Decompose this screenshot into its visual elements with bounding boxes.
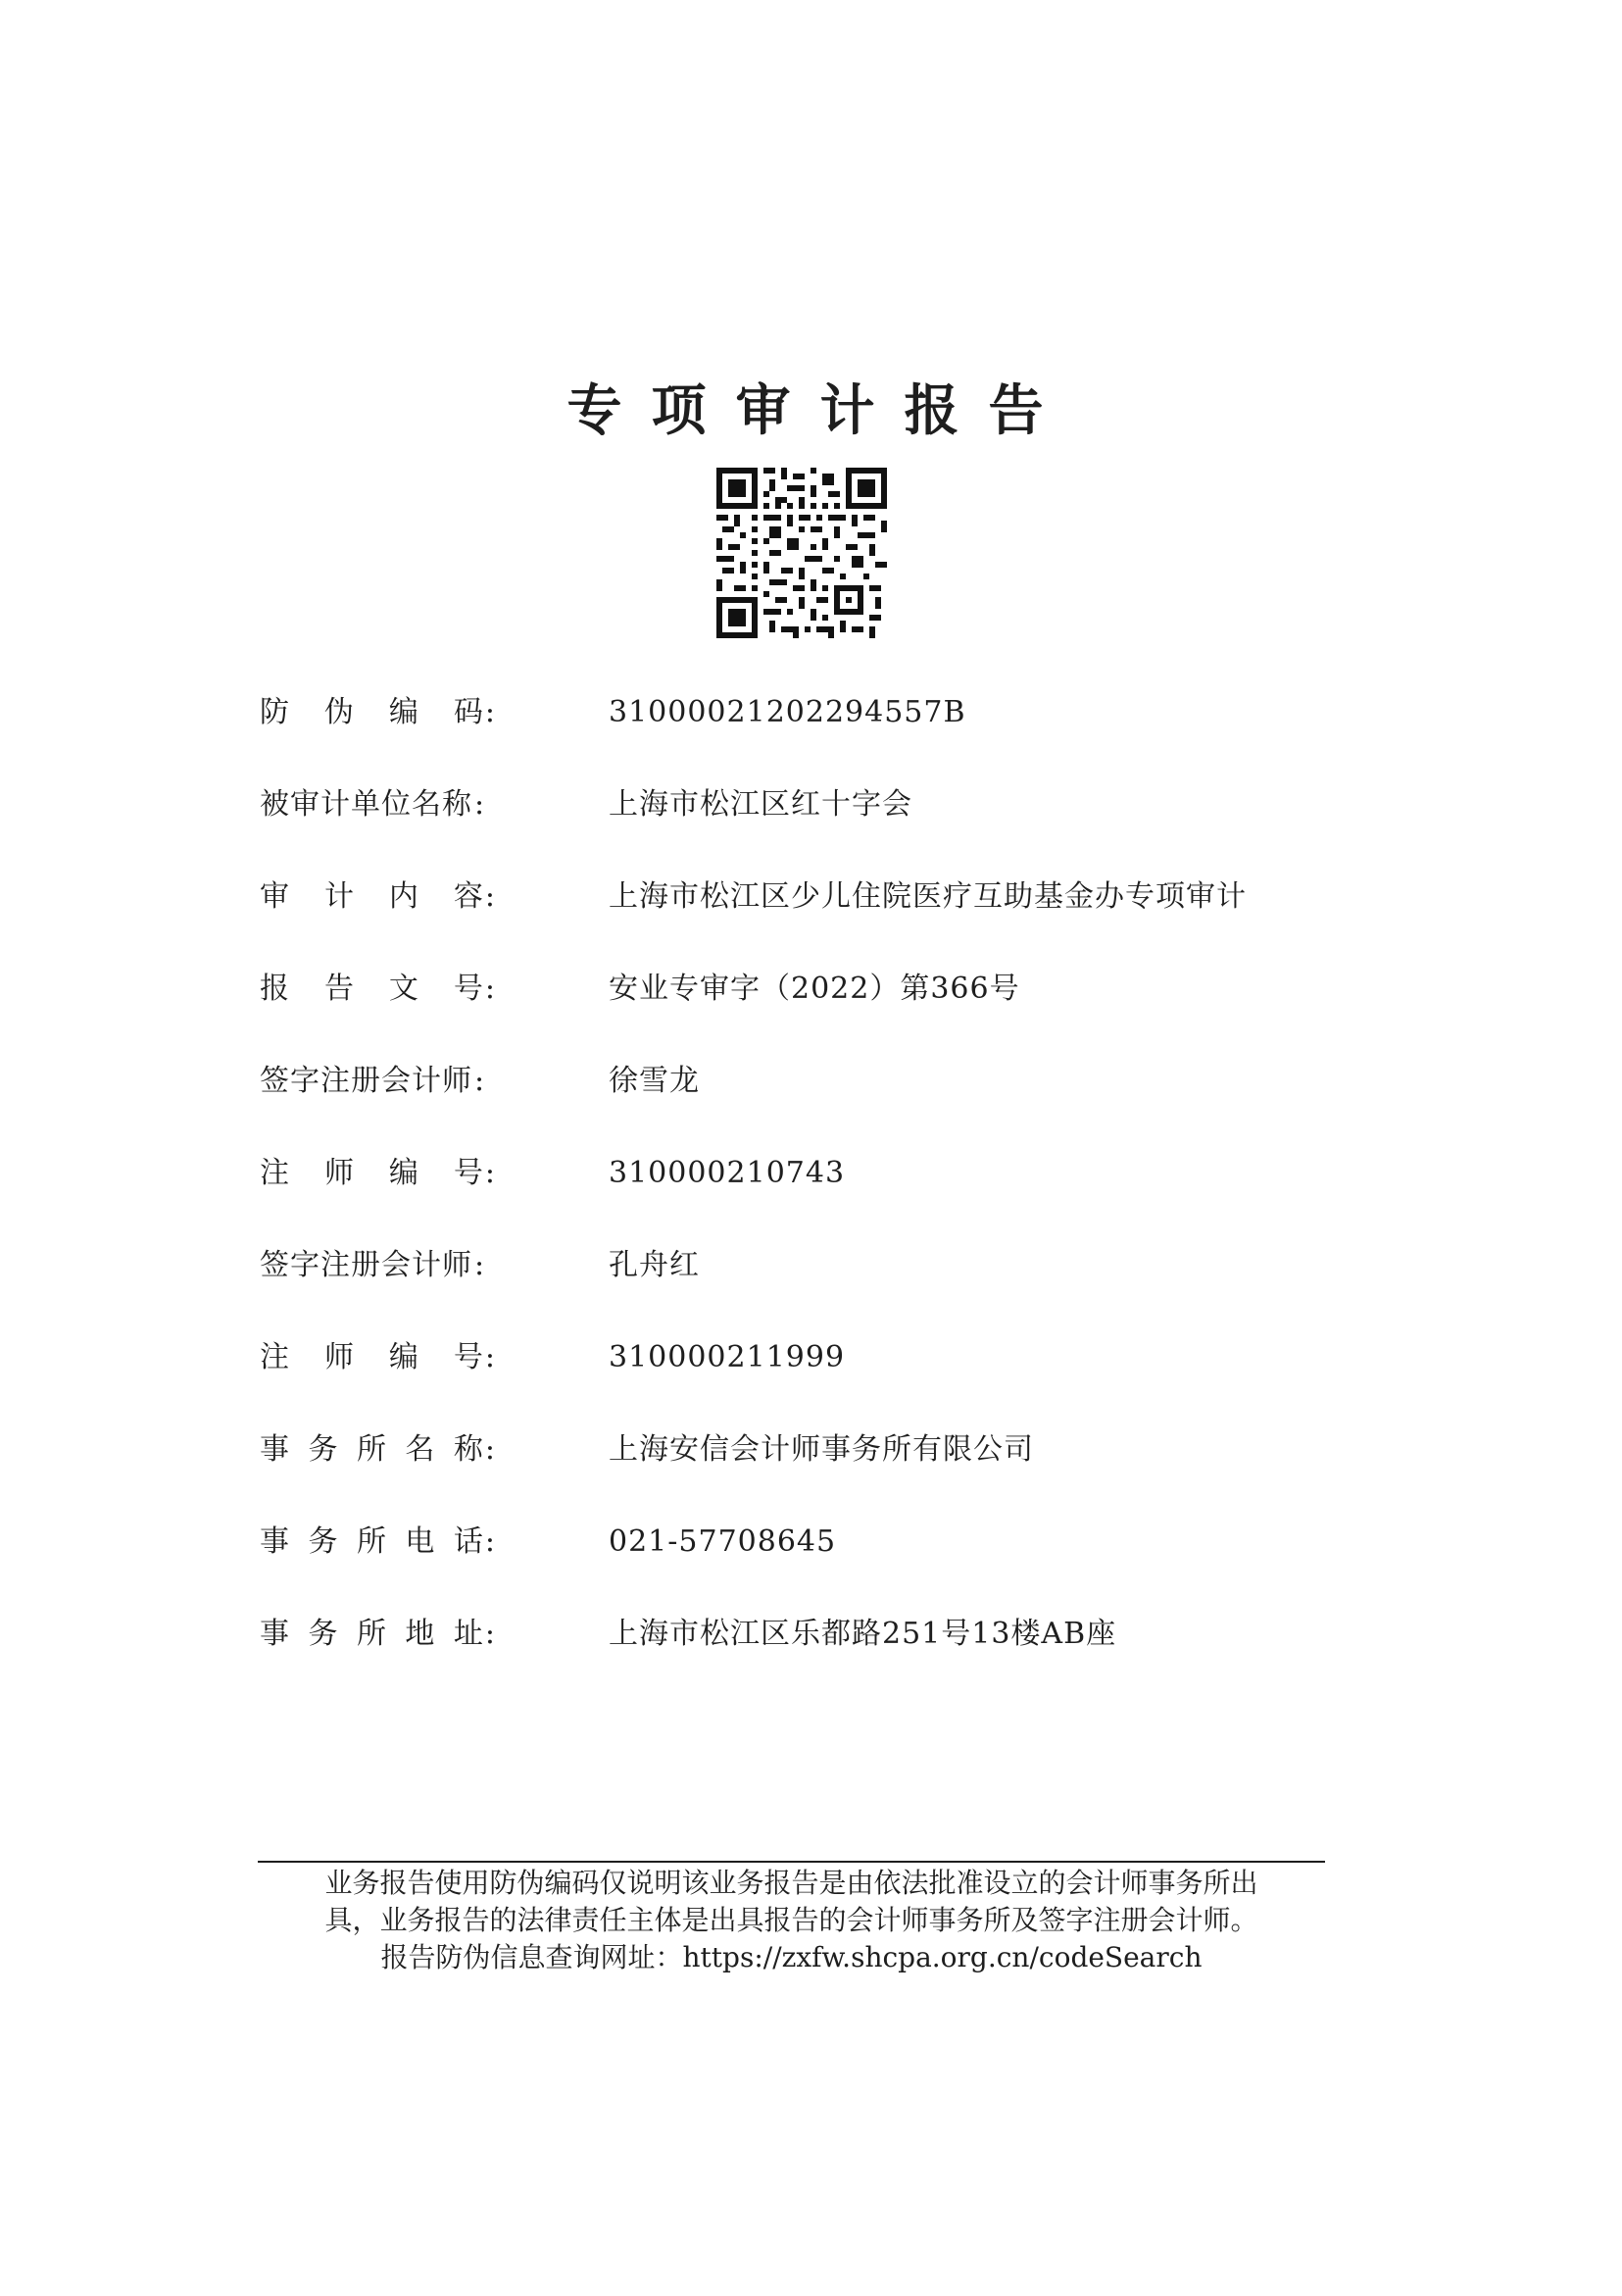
field-row-firm-address	[260, 1613, 1387, 1705]
field-label: 事 务 所 名 称:	[260, 1432, 495, 1467]
field-row-cpa-number-1	[260, 1152, 1387, 1244]
field-value: 安业专审字（2022）第366号	[609, 972, 1020, 1006]
field-value: 徐雪龙	[609, 1064, 700, 1098]
field-value: 上海市松江区少儿住院医疗互助基金办专项审计	[609, 879, 1247, 914]
field-label: 报 告 文 号:	[260, 972, 495, 1006]
footer-verification-url: 报告防伪信息查询网址：https://zxfw.shcpa.org.cn/codeSearch	[380, 1941, 1203, 1973]
field-label: 签字注册会计师 :	[260, 1064, 486, 1098]
field-value: 上海市松江区乐都路251号13楼AB座	[609, 1617, 1117, 1651]
qr-code-image	[716, 468, 887, 638]
field-row-audited-entity	[260, 783, 1387, 875]
footer-line-1: 业务报告使用防伪编码仅说明该业务报告是由依法批准设立的会计师事务所出	[324, 1867, 1258, 1899]
field-value: 310000211999	[609, 1340, 846, 1374]
field-value: 021-57708645	[609, 1524, 837, 1559]
field-label: 被审计单位名称 :	[260, 787, 486, 822]
field-row-signing-cpa-2	[260, 1244, 1387, 1336]
field-row-firm-name	[260, 1428, 1387, 1521]
field-label: 防 伪 编 码:	[260, 695, 495, 729]
footer-line-2: 具，业务报告的法律责任主体是出具报告的会计师事务所及签字注册会计师。	[324, 1904, 1258, 1936]
field-label: 签字注册会计师 :	[260, 1248, 486, 1282]
field-row-anti-counterfeit-code	[260, 691, 1387, 783]
field-label: 注 师 编 号:	[260, 1156, 495, 1190]
footer-divider	[258, 1861, 1325, 1863]
field-value: 孔舟红	[609, 1248, 700, 1282]
field-label: 事 务 所 地 址:	[260, 1617, 495, 1651]
field-row-firm-phone	[260, 1521, 1387, 1613]
field-row-report-number	[260, 968, 1387, 1060]
field-row-audit-content	[260, 875, 1387, 968]
field-value: 310000210743	[609, 1156, 846, 1190]
report-info-fields	[260, 691, 1387, 1705]
field-label: 注 师 编 号:	[260, 1340, 495, 1374]
field-value: 上海市松江区红十字会	[609, 787, 912, 822]
field-value: 上海安信会计师事务所有限公司	[609, 1432, 1034, 1467]
field-label: 事 务 所 电 话:	[260, 1524, 495, 1559]
field-label: 审 计 内 容:	[260, 879, 495, 914]
field-row-signing-cpa-1	[260, 1060, 1387, 1152]
field-row-cpa-number-2	[260, 1336, 1387, 1428]
field-value: 31000021202294557B	[609, 695, 966, 729]
report-title: 专项审计报告	[566, 379, 1073, 443]
footer-notice	[258, 1865, 1325, 1976]
